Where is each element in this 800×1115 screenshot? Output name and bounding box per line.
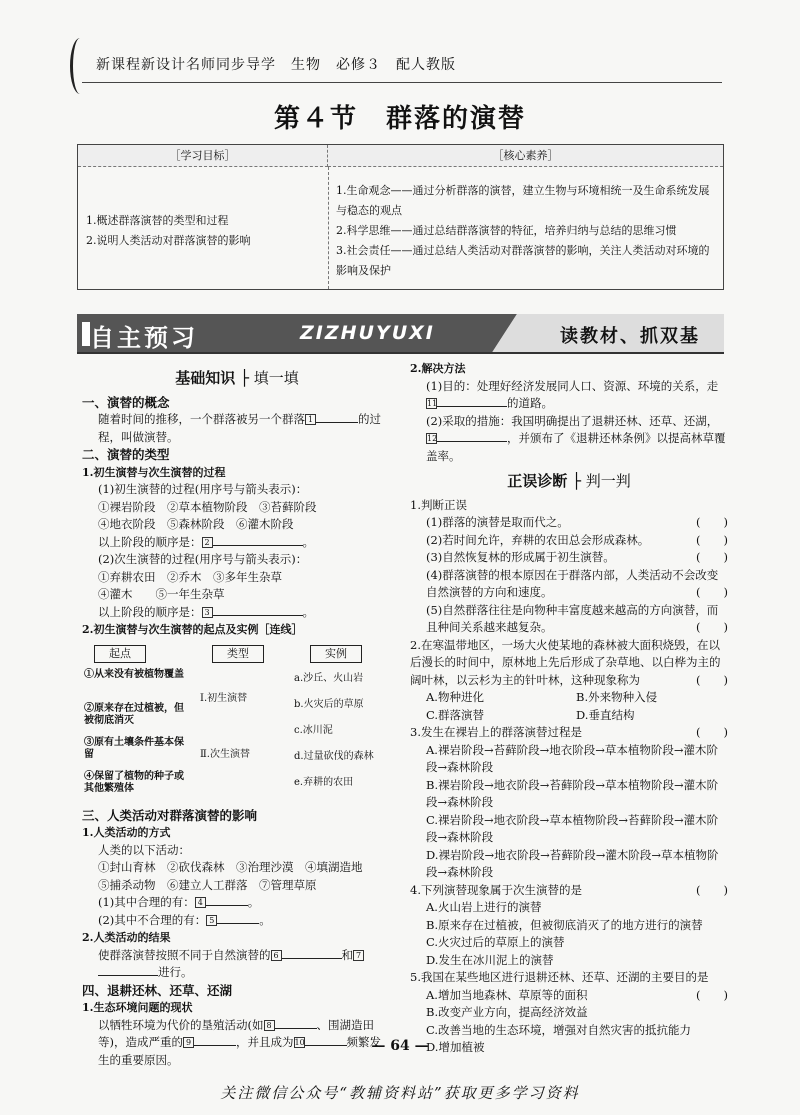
fill-blank[interactable] [98,975,158,976]
option[interactable]: C.裸岩阶段→地衣阶段→草本植物阶段→苔藓阶段→灌木阶段→森林阶段 [426,812,719,844]
answer-paren[interactable]: ( ) [696,882,728,897]
blank-number: 1 [305,414,316,425]
heading-human-impact: 三、人类活动对群落演替的影响 [82,807,258,823]
subheading-matching: 2.初生演替与次生演替的起点及实例［连线］ [82,623,303,636]
type-item[interactable]: Ⅰ.初生演替 [200,692,248,704]
fill-blank[interactable] [437,441,507,442]
answer-paren[interactable]: ( ) [696,620,728,634]
text: 以上阶段的顺序是： [98,534,202,549]
text: ④灌木 ⑤一年生杂草 [98,587,225,601]
core-literacy [336,181,716,281]
text: ，并且成为 [236,1035,294,1049]
answer-paren[interactable]: ( ) [696,987,728,1002]
text: (2)次生演替的过程(用序号与箭头表示)： [98,552,308,566]
fill-blank[interactable] [282,958,342,959]
option[interactable]: C.改善当地的生态环境，增强对自然灾害的抵抗能力 [426,1022,692,1037]
question-1: 1.判断正误 [410,497,467,512]
judge-item [410,567,728,602]
fill-blank[interactable] [213,545,303,546]
text: 以牺牲环境为代价的垦殖活动(如 [98,1017,264,1032]
objectives-head-right: ［核心素养］ [328,145,723,167]
blank-number: 9 [183,1037,194,1048]
blank-number: 11 [427,399,438,408]
text: 随着时间的推移，一个群落被另一个群落 [98,412,305,426]
text: (5)自然群落往往是向物种丰富度越来越高的方向演替，而且种间关系越来越复杂。 [426,602,719,634]
start-item[interactable]: ③原有土壤条件基本保留 [84,736,184,760]
blank-number: 7 [353,950,364,961]
fill-blank[interactable] [206,905,248,906]
answer-paren[interactable]: ( ) [696,515,728,529]
option[interactable]: D.裸岩阶段→地衣阶段→苔藓阶段→灌木阶段→草本植物阶段→森林阶段 [426,847,719,879]
subheading-solutions: 2.解决方法 [410,362,466,375]
question-2 [410,637,728,690]
text: 进行。 [158,965,193,979]
heading-succession-concept: 一、演替的概念 [82,394,170,410]
text: 以上阶段的顺序是： [98,604,202,619]
answer-paren[interactable]: ( ) [696,585,728,599]
subheading-process: 1.初生演替与次生演替的过程 [82,465,226,479]
options-row [410,689,728,707]
col-head-start: 起点 [94,645,146,663]
heading-sub: 填一填 [253,369,299,387]
judge-item [410,532,728,550]
judge-item [410,514,728,532]
fill-blank[interactable] [213,615,303,616]
example-item[interactable]: b.火灾后的草原 [294,698,364,710]
band-title: 自主预习 [90,323,198,352]
text: (3)自然恢复林的形成属于初生演替。 [426,550,615,564]
option[interactable]: A.火山岩上进行的演替 [426,900,542,914]
matching-table [82,643,392,803]
concept-text [82,411,392,446]
option[interactable]: D.增加植被 [426,1040,485,1054]
footer-note: 关注微信公众号“教辅资料站”获取更多学习资料 [220,1084,580,1102]
text: (2)采取的措施：我国明确提出了退耕还林、还草、还湖， [426,413,719,428]
example-item[interactable]: d.过量砍伐的森林 [294,750,374,762]
example-item[interactable]: e.弃耕的农田 [294,776,354,788]
subheading-current-status: 1.生态环境问题的现状 [82,1001,193,1014]
fill-blank[interactable] [275,1028,317,1029]
col-head-example: 实例 [310,645,362,663]
options-row [410,707,728,725]
start-item[interactable]: ②原来存在过植被，但被彻底消灭 [84,702,184,726]
option[interactable]: D.垂直结构 [576,707,635,722]
answer-line: (2)其中不合理的有： 5 。 [98,912,271,927]
order-line: 以上阶段的顺序是： 3 。 [98,604,314,619]
text: (2)其中不合理的有： [98,912,207,927]
solution-2 [410,413,728,466]
start-item[interactable]: ④保留了植物的种子或其他繁殖体 [84,770,184,794]
option[interactable]: C.火灾过后的草原上的演替 [426,935,565,949]
heading-main: 基础知识 [175,369,236,387]
heading-return-farmland: 四、退耕还林、还草、还湖 [82,982,233,998]
option[interactable]: D.发生在冰川泥上的演替 [426,952,554,967]
text: 2.在寒温带地区，一场大火使某地的森林被大面积烧毁，在以后漫长的时间中，原林地上先后形成了杂草地、以白桦为主的阔叶林，以云杉为主的针叶林，这种现象称为 [410,637,721,687]
option[interactable]: A.裸岩阶段→苔藓阶段→地衣阶段→草本植物阶段→灌木阶段→森林阶段 [426,742,719,774]
header-divider [82,82,722,83]
text: ，并颁布了《退耕还林条例》以提高林草覆盖率。 [426,431,726,463]
text: ①弃耕农田 ②乔木 ③多年生杂草 [98,569,282,584]
band-pinyin: ZIZHUYUXI [300,322,435,344]
start-item[interactable]: ①从来没有被植物覆盖 [84,668,184,680]
section-title: 第４节 群落的演替 [273,104,526,134]
text: 使群落演替按照不同于自然演替的 [98,947,271,962]
text: 、围湖造田等)，造成严重的 [98,1017,374,1049]
option[interactable]: A.增加当地森林、草原等的面积 [426,987,588,1002]
solution-1 [410,378,728,413]
band-slogan: 读教材、抓双基 [560,326,700,347]
literacy-item: 1.生命观念——通过分析群落的演替，建立生物与环境相统一及生命系统发展与稳态的观点 [336,184,710,217]
subheading-results: 2.人类活动的结果 [82,931,171,944]
text: 3.发生在裸岩上的群落演替过程是 [410,725,582,739]
text: ④地衣阶段 ⑤森林阶段 ⑥灌木阶段 [98,517,294,531]
answer-paren[interactable]: ( ) [696,672,728,687]
band-marker [82,322,90,346]
answer-paren[interactable]: ( ) [696,725,728,739]
heading-sub: 判一判 [585,472,631,490]
heading-main: 正误诊断 [507,472,568,490]
goal-item: 2.说明人类活动对群落演替的影响 [86,234,251,247]
objectives-table [77,144,724,290]
answer-line: (1)其中合理的有： 4 。 [98,895,260,909]
book-header: 新课程新设计名师同步导学 生物 必修３ 配人教版 [96,57,456,73]
text: (1)其中合理的有： [98,895,195,909]
diagnosis-heading: 正误诊断 ├ 判一判 [507,472,631,490]
text: 频繁发生的重要原因。 [98,1035,381,1067]
blank-number: 12 [427,434,438,443]
text: (4)群落演替的根本原因在于群落内部，人类活动不会改变自然演替的方向和速度。 [426,567,719,599]
fill-blank[interactable] [437,406,507,407]
col-head-type: 类型 [212,645,264,663]
left-column [82,366,392,1069]
objectives-head-left: ［学习目标］ [78,145,328,167]
text: (2)若时间允许，弃耕的农田总会形成森林。 [426,532,650,547]
option[interactable]: B.原来存在过植被，但被彻底消灭了的地方进行的演替 [426,917,703,932]
text: (1)初生演替的过程(用序号与箭头表示)： [98,482,308,496]
blank-number: 2 [202,537,213,548]
blank-number: 3 [202,607,213,618]
goal-item: 1.概述群落演替的类型和过程 [86,214,229,227]
example-item[interactable]: a.沙丘、火山岩 [294,672,364,684]
judge-item [410,602,728,637]
page-number: — 64 — [371,1038,429,1054]
question-4 [410,882,728,900]
text: 人类的以下活动： [98,842,190,857]
type-item[interactable]: Ⅱ.次生演替 [200,748,250,760]
text: (1)群落的演替是取而代之。 [426,515,569,529]
literacy-item: 2.科学思维——通过总结群落演替的特征，培养归纳与总结的思维习惯 [336,224,677,237]
blank-number: 4 [195,897,206,908]
text: ①封山育林 ②砍伐森林 ③治理沙漠 ④填湖造地 [98,860,363,874]
right-column [410,360,728,1057]
subheading-activities: 1.人类活动的方式 [82,826,171,839]
order-line: 以上阶段的顺序是： 2 。 [98,534,314,549]
text: 的过程，叫做演替。 [98,412,381,444]
fill-blank[interactable] [217,923,259,924]
option[interactable]: B.外来物种入侵 [576,690,658,704]
blank-number: 8 [264,1020,275,1031]
text: 4.下列演替现象属于次生演替的是 [410,882,582,897]
blank-number: 10 [294,1038,305,1047]
result-text [82,947,392,982]
text: 和 [341,947,353,962]
example-item[interactable]: c.冰川泥 [294,724,333,736]
literacy-item: 3.社会责任——通过总结人类活动对群落演替的影响，关注人类活动对环境的影响及保护 [336,244,710,277]
answer-paren[interactable]: ( ) [696,532,728,547]
text: (1)目的：处理好经济发展同人口、资源、环境的关系，走 [426,378,719,393]
option[interactable]: C.群落演替 [426,707,485,722]
objectives-divider [328,167,329,289]
text: 的道路。 [507,396,553,410]
option[interactable]: B.改变产业方向，提高经济效益 [426,1005,588,1019]
judge-item [410,549,728,567]
fill-blank[interactable] [316,422,358,423]
header-arc [70,38,90,94]
option[interactable]: B.裸岩阶段→地衣阶段→苔藓阶段→草本植物阶段→灌木阶段→森林阶段 [426,777,719,809]
question-3 [410,724,728,742]
blank-number: 6 [271,950,282,961]
text: 5.我国在某些地区进行退耕还林、还草、还湖的主要目的是 [410,970,709,984]
learning-goals [86,211,324,251]
basic-knowledge-heading: 基础知识 ├ 填一填 [175,369,299,387]
blank-number: 5 [206,915,217,926]
option[interactable]: A.物种进化 [426,690,484,704]
heading-succession-types: 二、演替的类型 [82,447,170,462]
answer-paren[interactable]: ( ) [696,550,728,564]
text: ⑤捕杀动物 ⑥建立人工群落 ⑦管理草原 [98,877,317,892]
text: ①裸岩阶段 ②草本植物阶段 ③苔藓阶段 [98,499,317,514]
